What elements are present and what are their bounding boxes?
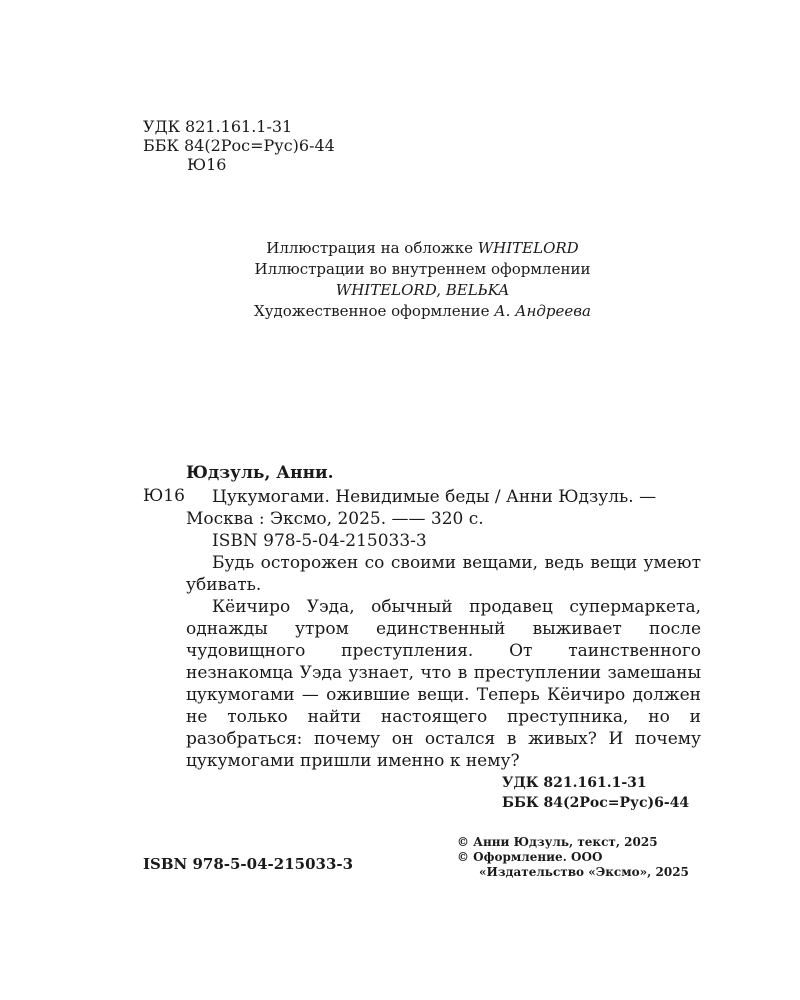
copyright-text-line: © Анни Юдзуль, текст, 2025 (457, 835, 658, 849)
annotation-paragraph-1: Будь осторожен со своими вещами, ведь вещи умеют убивать. (186, 553, 701, 595)
copyright-design-line: © Оформление. ООО (457, 850, 603, 864)
design-credit (0, 301, 800, 322)
copyright-publisher-line: «Издательство «Эксмо», 2025 (479, 865, 689, 879)
udk-block-top (143, 117, 335, 174)
bbk-code-bottom: ББК 84(2Рос=Рус)6-44 (502, 795, 690, 811)
author-sign: Ю16 (187, 155, 227, 174)
inner-illustration-credit-label: Иллюстрации во внутреннем оформлении (254, 260, 591, 278)
annotation-paragraph-2: Кёичиро Уэда, обычный продавец супермаркета, однажды утром единственный выживает после чудовищного преступления. От таинственного незнакомца Уэда узнает, что в преступлении замешаны цукумогами — ожившие вещи. Теперь Кёичиро должен не только найти настоящего преступника, но и разобраться: почему он остался в живых? И почему цукумогами пришли именно к нему? (186, 597, 701, 771)
illustration-credits (0, 238, 800, 322)
udk-block-bottom (502, 773, 689, 813)
record-sign: Ю16 (143, 486, 185, 506)
design-credit-label: Художественное оформление (254, 302, 495, 320)
design-credit-artist: А. Андреева (494, 302, 591, 320)
copyright-block (457, 835, 689, 880)
cover-credit-label: Иллюстрация на обложке (266, 239, 478, 257)
inner-illustration-artists: WHITELORD, BELЬKA (335, 281, 510, 299)
udk-code-bottom: УДК 821.161.1-31 (502, 775, 647, 791)
record-imprint-line: Москва : Эксмо, 2025. —— 320 с. (186, 509, 484, 529)
cover-illustration-credit (0, 238, 800, 259)
bbk-code: ББК 84(2Рос=Рус)6-44 (143, 136, 335, 155)
record-title-line: Цукумогами. Невидимые беды / Анни Юдзуль. — (212, 487, 657, 507)
isbn-bottom: ISBN 978-5-04-215033-3 (143, 855, 354, 873)
record-isbn: ISBN 978-5-04-215033-3 (212, 531, 427, 551)
record-author: Юдзуль, Анни. (186, 463, 334, 483)
udk-code: УДК 821.161.1-31 (143, 117, 293, 136)
bibliographic-record (186, 486, 701, 772)
cover-credit-artist: WHITELORD (477, 239, 579, 257)
